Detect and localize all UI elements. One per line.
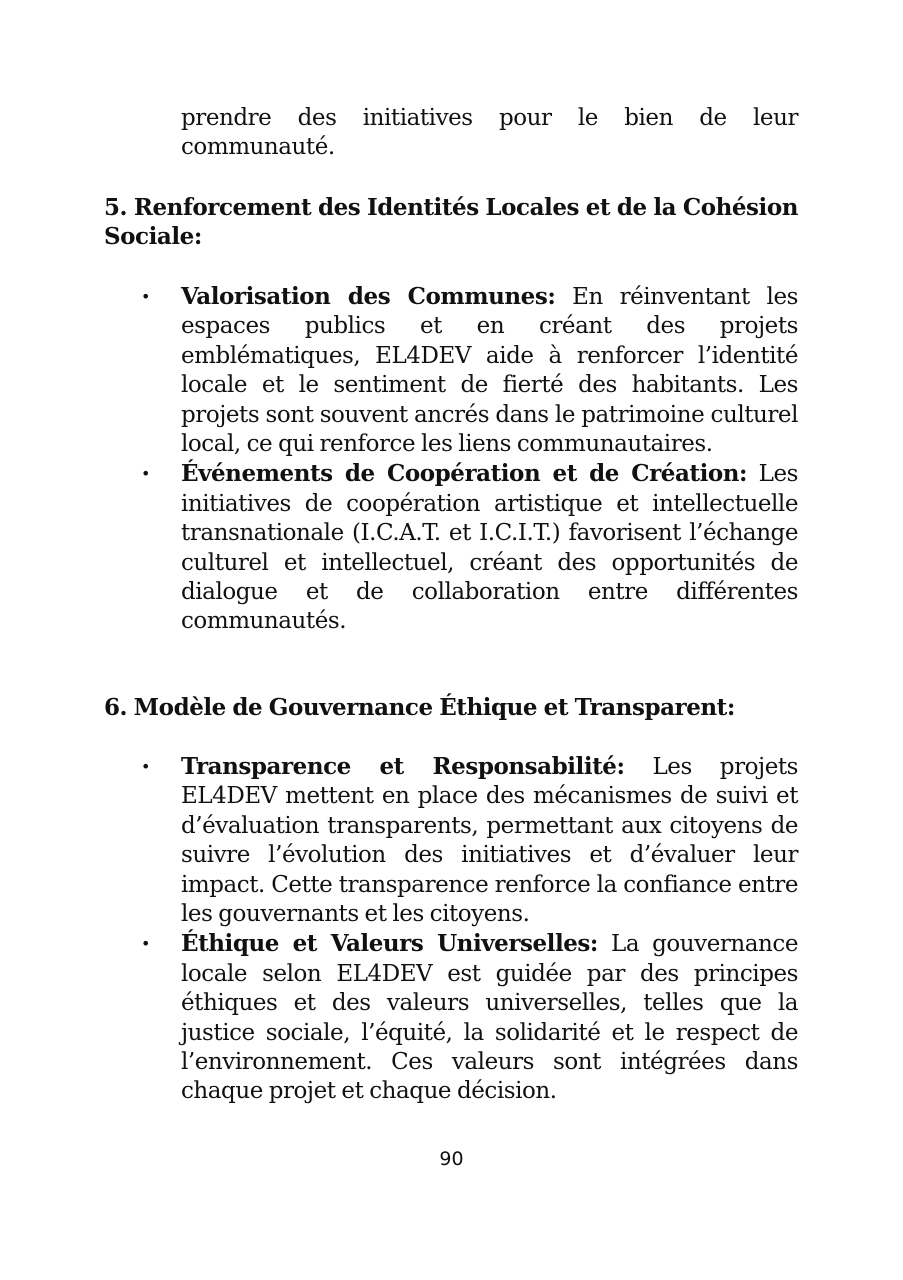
- item-term: Événements de Coopération et de Création:: [181, 460, 748, 488]
- item-text: Les projets EL4DEV mettent en place des mécanismes de suivi et d’évaluation transparents, permettant aux citoyens de suivre l’évolution des initiatives et d’évaluer leur impact. Cette transparence renforce la confiance entre les gouvernants et les citoyens.: [181, 754, 798, 928]
- list-item: [141, 282, 798, 459]
- list-item: [141, 459, 799, 636]
- section-6-heading: 6. Modèle de Gouvernance Éthique et Transparent:: [104, 694, 735, 721]
- bullet-icon: •: [141, 934, 150, 954]
- bullet-icon: •: [141, 287, 150, 306]
- section-5-heading: 5. Renforcement des Identités Locales et de la Cohésion Sociale:: [104, 194, 798, 251]
- list-item: [141, 929, 798, 1106]
- item-term: Transparence et Responsabilité:: [181, 753, 625, 780]
- section-5-list: [141, 282, 799, 637]
- item-text: La gouvernance locale selon EL4DEV est guidée par des principes éthiques et des valeurs universelles, telles que la justice sociale, l’équité, la solidarité et le respect de l’environnement. Ces valeurs sont intégrées dans chaque projet et chaque décision.: [181, 931, 798, 1105]
- item-text: En réinventant les espaces publics et en créant des projets emblématiques, EL4DEV aide à renforcer l’identité locale et le sentiment de fierté des habitants. Les projets sont souvent ancrés dans le patrimoine culturel local, ce qui renforce les liens communautaires.: [181, 284, 798, 458]
- item-text: Les initiatives de coopération artistique et intellectuelle transnationale (I.C.A.T. et I.C.I.T.) favorisent l’échange culturel et intellectuel, créant des opportunités de dialogue et de collaboration entre différentes communautés.: [181, 461, 799, 635]
- continuation-paragraph: prendre des initiatives pour le bien de leur communauté.: [181, 105, 798, 161]
- page-number: 90: [439, 1148, 464, 1170]
- section-6-list: [141, 752, 798, 1107]
- bullet-icon: •: [141, 757, 150, 776]
- item-term: Éthique et Valeurs Universelles:: [181, 930, 598, 958]
- item-term: Valorisation des Communes:: [181, 283, 556, 310]
- bullet-icon: •: [141, 464, 150, 484]
- list-item: [141, 752, 798, 929]
